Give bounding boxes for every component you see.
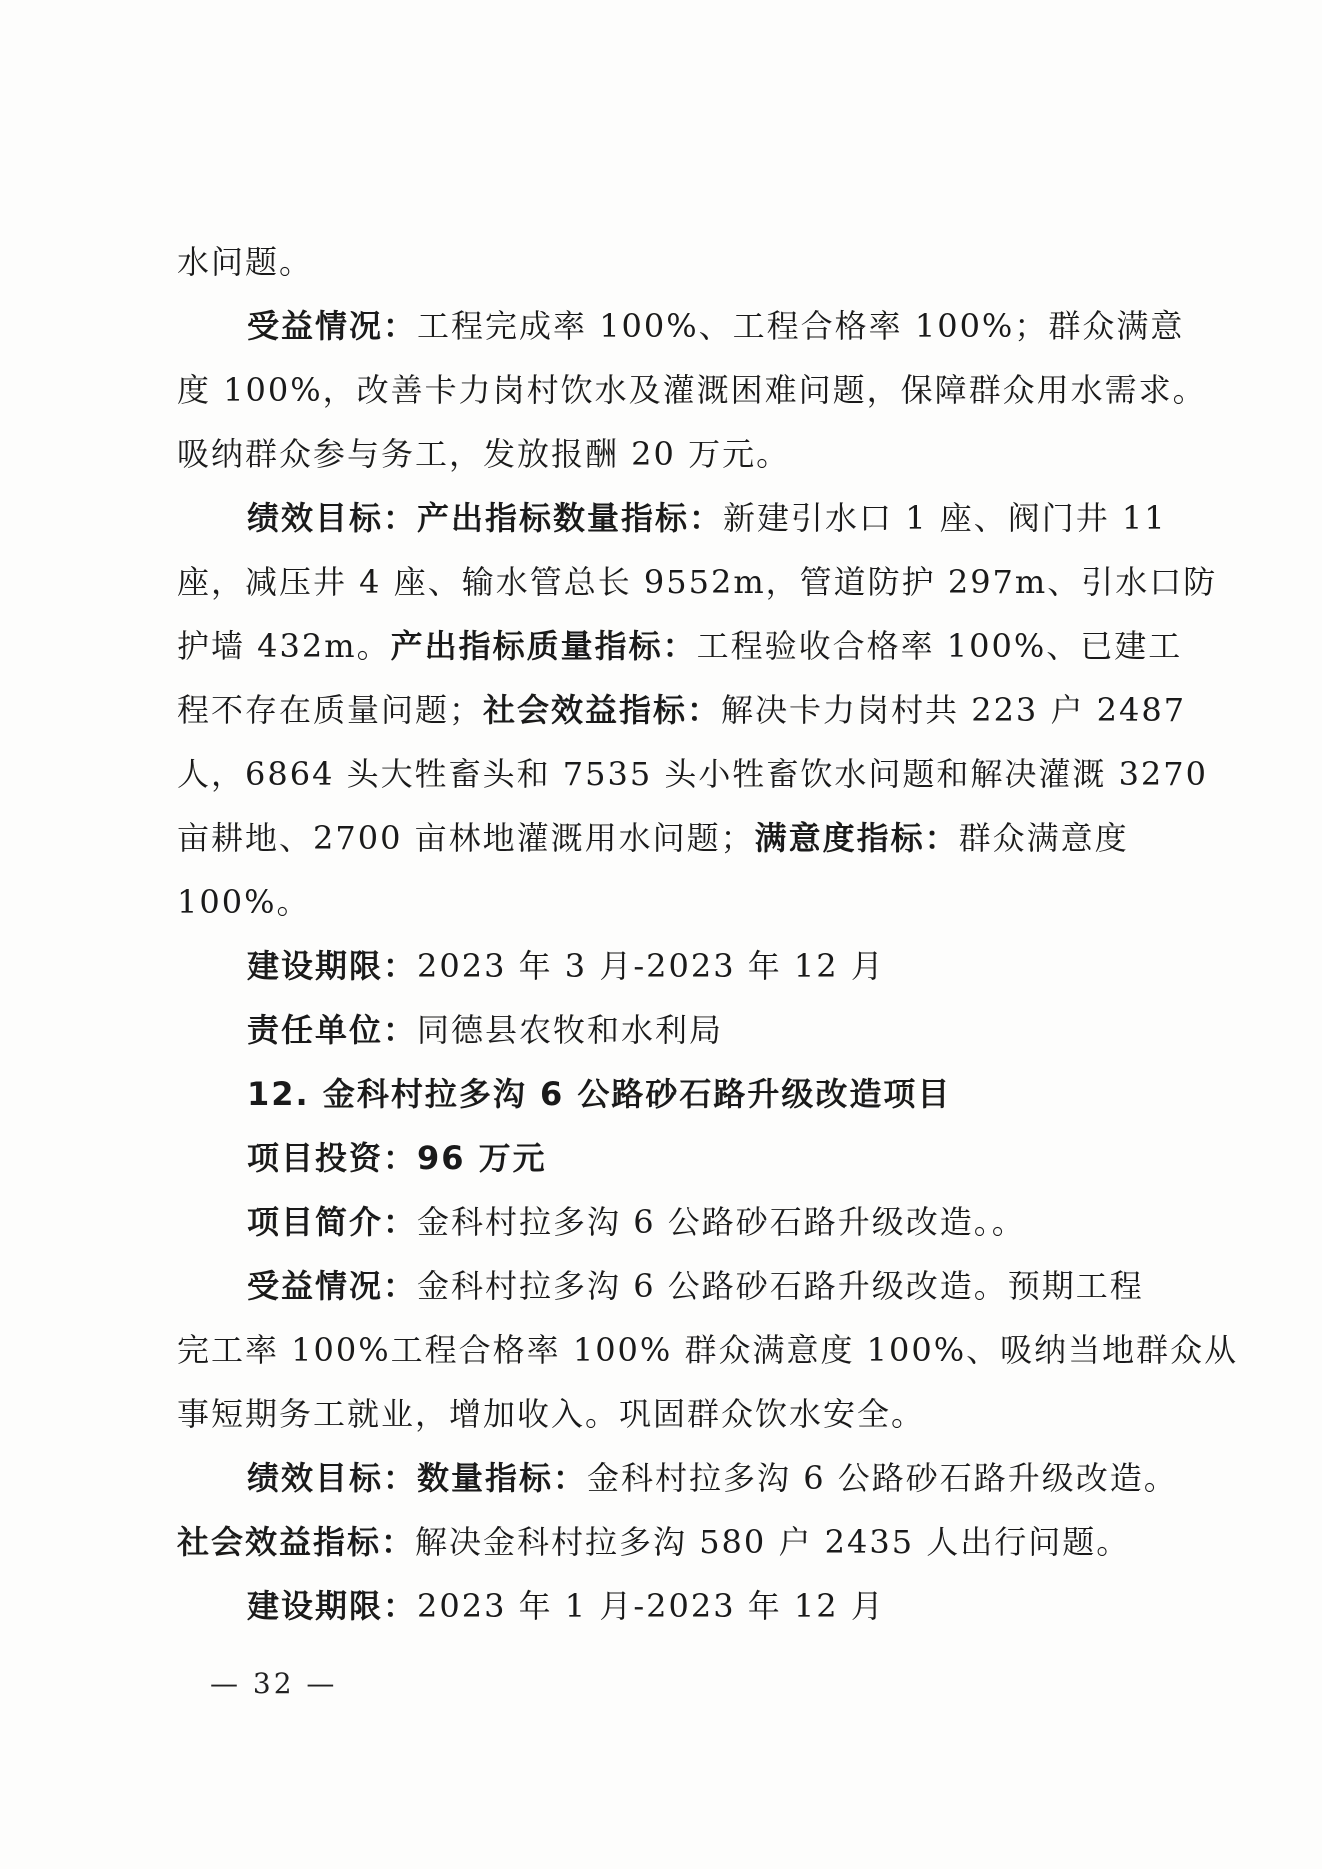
body-text: 群众满意度 [958,819,1129,857]
text-line [177,742,1209,806]
body-text: 工程完成率 100%、工程合格率 100%；群众满意 [417,307,1185,345]
body-text: 金科村拉多沟 6 公路砂石路升级改造。。 [417,1203,1026,1241]
body-text: 工程验收合格率 100%、已建工 [696,627,1183,665]
text-line [177,1510,1145,1574]
bold-label: 社会效益指标： [483,691,722,729]
body-text: 护墙 432m。 [177,627,391,665]
bold-label: 社会效益指标： [177,1523,416,1561]
body-text: 解决卡力岗村共 223 户 2487 [721,691,1187,729]
body-text: 2023 年 3 月-2023 年 12 月 [417,947,885,985]
text-line [177,1254,1145,1318]
text-line [177,1062,1145,1126]
bold-label: 受益情况： [247,1267,418,1305]
page-number: — 32 — [210,1667,338,1700]
text-line [177,1382,1145,1446]
bold-label: 受益情况： [247,307,418,345]
text-line [177,806,1145,870]
text-line [177,486,1167,550]
text-line [177,1574,1145,1638]
bold-label: 项目投资：96 万元 [247,1139,547,1177]
bold-label: 项目简介： [247,1203,418,1241]
text-line [177,1318,1239,1382]
bold-label: 12. 金科村拉多沟 6 公路砂石路升级改造项目 [247,1075,952,1113]
text-line [177,1190,1145,1254]
bold-label: 满意度指标： [754,819,959,857]
bold-label: 绩效目标：数量指标： [247,1459,588,1497]
body-text: 亩耕地、2700 亩林地灌溉用水问题； [177,819,755,857]
text-line [177,934,1145,998]
body-text: 度 100%，改善卡力岗村饮水及灌溉困难问题，保障群众用水需求。 [177,371,1207,409]
text-line [177,614,1183,678]
body-text: 金科村拉多沟 6 公路砂石路升级改造。预期工程 [417,1267,1144,1305]
body-text: 人，6864 头大牲畜头和 7535 头小牲畜饮水问题和解决灌溉 3270 [177,755,1209,793]
text-line [177,1446,1178,1510]
text-line [177,1126,1145,1190]
body-text: 2023 年 1 月-2023 年 12 月 [417,1587,885,1625]
body-text: 吸纳群众参与务工，发放报酬 20 万元。 [177,435,791,473]
text-line [177,358,1207,422]
body-text: 座，减压井 4 座、输水管总长 9552m，管道防护 297m、引水口防 [177,563,1218,601]
text-line [177,422,1145,486]
body-text: 事短期务工就业，增加收入。巩固群众饮水安全。 [177,1395,926,1433]
text-line [177,870,1145,934]
text-line [177,678,1187,742]
bold-label: 责任单位： [247,1011,418,1049]
text-line [177,294,1185,358]
body-text: 新建引水口 1 座、阀门井 11 [723,499,1167,537]
bold-label: 产出指标质量指标： [390,627,697,665]
bold-label: 建设期限： [247,1587,418,1625]
body-text: 金科村拉多沟 6 公路砂石路升级改造。 [587,1459,1178,1497]
text-line [177,998,1145,1062]
bold-label: 绩效目标：产出指标数量指标： [247,499,724,537]
text-line [177,230,1145,294]
document-body [177,230,1239,1638]
text-line [177,550,1218,614]
body-text: 水问题。 [177,243,314,281]
bold-label: 建设期限： [247,947,418,985]
body-text: 程不存在质量问题； [177,691,484,729]
body-text: 100%。 [177,883,311,921]
body-text: 解决金科村拉多沟 580 户 2435 人出行问题。 [415,1523,1131,1561]
body-text: 同德县农牧和水利局 [417,1011,724,1049]
body-text: 完工率 100%工程合格率 100% 群众满意度 100%、吸纳当地群众从 [177,1331,1239,1369]
